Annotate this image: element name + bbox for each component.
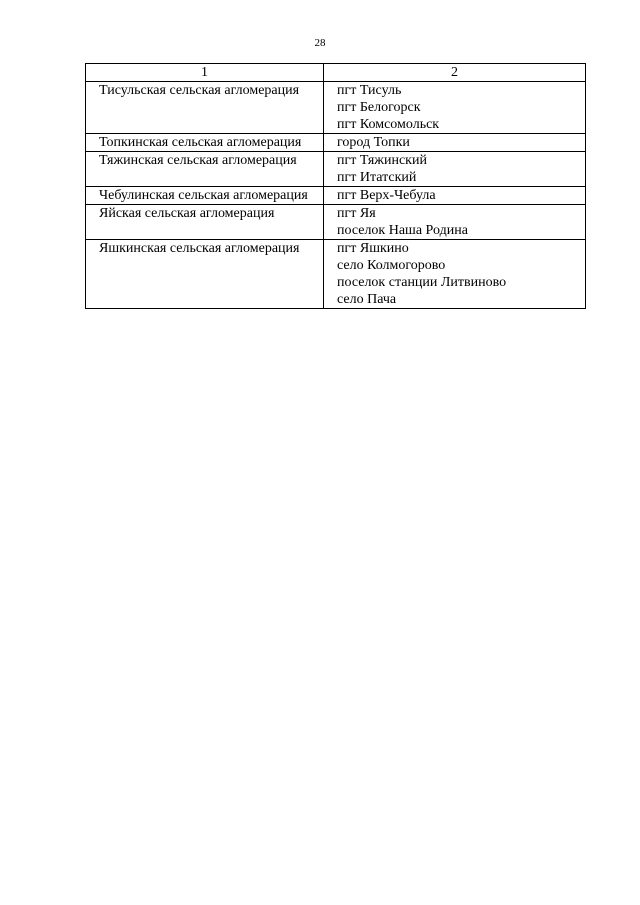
settlement-name: село Колмогорово [337,258,446,273]
agglomeration-name: Яйская сельская агломерация [86,205,324,240]
table-header-row [86,64,586,82]
settlement-name: поселок станции Литвиново [337,275,507,290]
table-row [86,187,586,205]
agglomeration-name: Тисульская сельская агломерация [86,82,324,134]
settlements-cell [324,152,586,187]
table-row [86,134,586,152]
settlements-cell [324,205,586,240]
agglomeration-table [85,63,586,309]
page-number: 28 [314,37,326,49]
table-row [86,240,586,309]
settlements-cell [324,187,586,205]
agglomeration-name: Яшкинская сельская агломерация [86,240,324,309]
agglomeration-name: Чебулинская сельская агломерация [86,187,324,205]
settlement-name: пгт Белогорск [337,100,421,115]
settlement-name: пгт Верх-Чебула [337,188,436,203]
settlements-cell [324,82,586,134]
settlement-name: пгт Яшкино [337,241,409,256]
settlement-name: пгт Итатский [337,170,417,185]
table-row [86,82,586,134]
settlements-cell [324,134,586,152]
table-row [86,205,586,240]
agglomeration-name: Тяжинская сельская агломерация [86,152,324,187]
settlement-name: пгт Комсомольск [337,117,440,132]
settlement-name: пгт Тисуль [337,83,402,98]
settlement-name: село Пача [337,292,397,307]
agglomeration-name: Топкинская сельская агломерация [86,134,324,152]
table-row [86,152,586,187]
settlement-name: поселок Наша Родина [337,223,468,238]
settlement-name: пгт Тяжинский [337,153,427,168]
settlement-name: город Топки [337,135,410,150]
settlements-cell [324,240,586,309]
settlement-name: пгт Яя [337,206,376,221]
column-header: 2 [324,64,586,82]
column-header: 1 [86,64,324,82]
